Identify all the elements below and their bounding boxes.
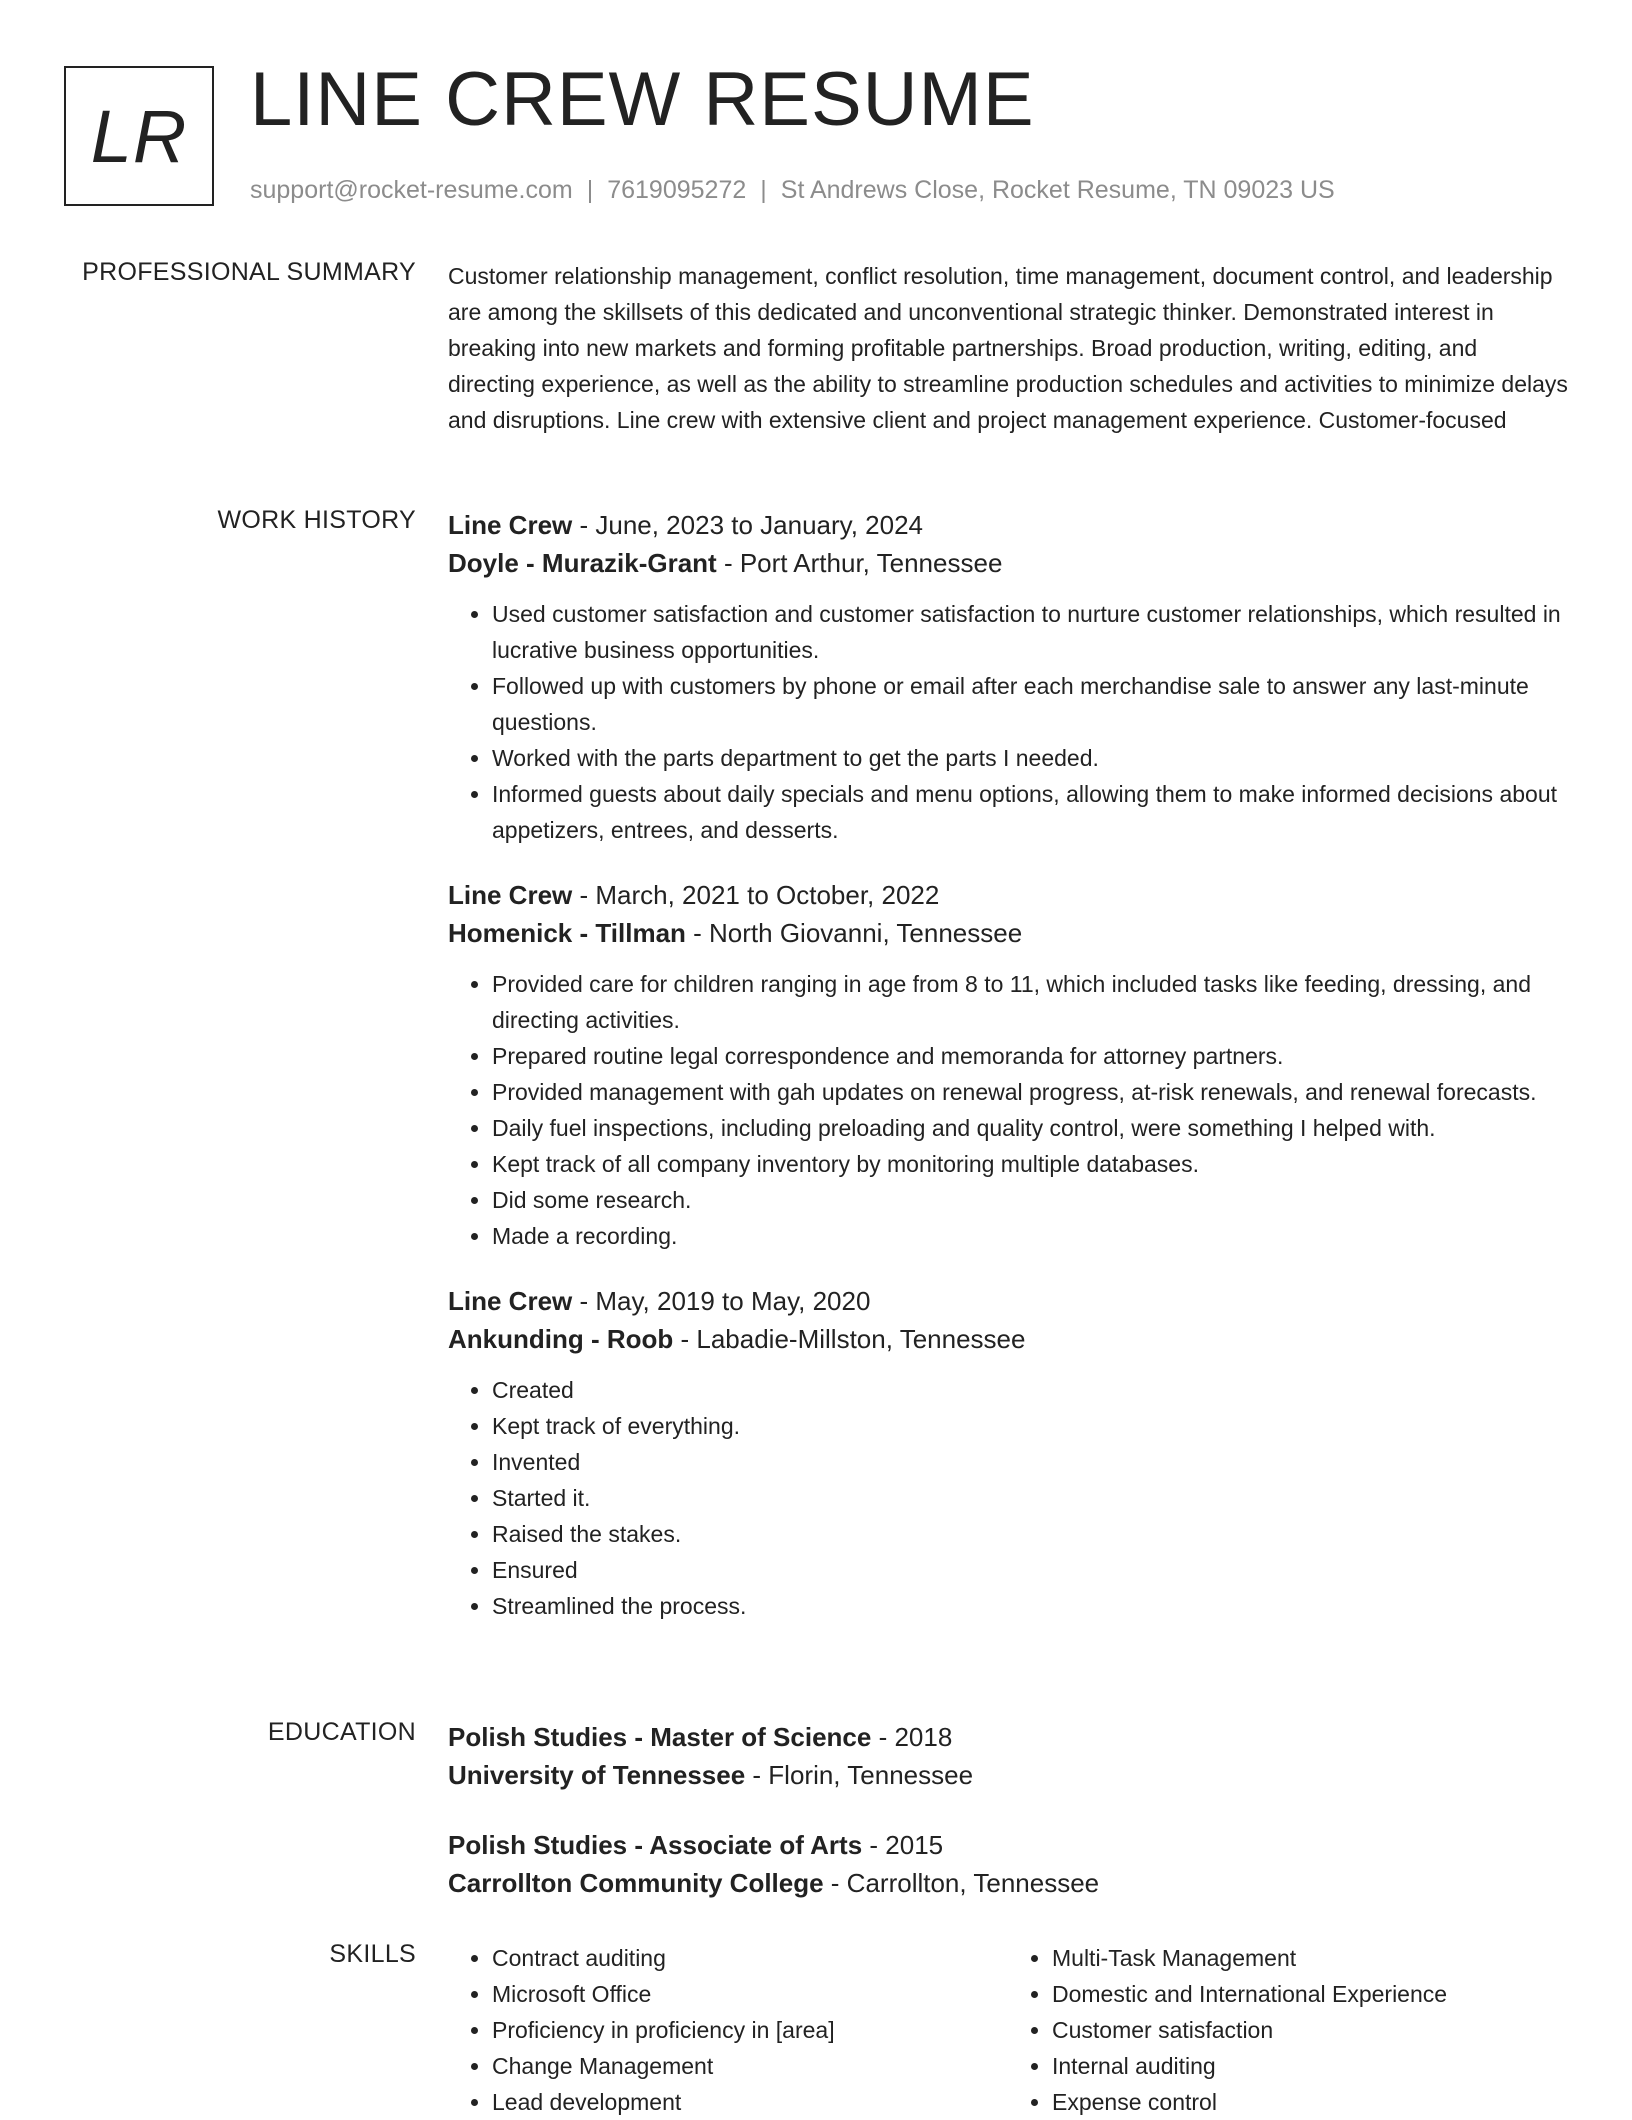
job-title-line	[448, 506, 1568, 544]
contact-address: St Andrews Close, Rocket Resume, TN 09023 US	[780, 176, 1335, 204]
degree-year: - 2015	[862, 1830, 944, 1860]
job-dates: - June, 2023 to January, 2024	[572, 510, 924, 540]
school: University of Tennessee	[448, 1760, 746, 1790]
job-location: - North Giovanni, Tennessee	[685, 918, 1023, 948]
education-entry	[448, 1718, 1568, 1794]
job-entry	[448, 506, 1568, 848]
list-item: • Started it.	[492, 1480, 1568, 1516]
list-item: • Kept track of all company inventory by monitoring multiple databases.	[492, 1146, 1568, 1182]
list-item: • Ensured	[492, 1552, 1568, 1588]
job-dates: - March, 2021 to October, 2022	[572, 880, 940, 910]
job-title: Line Crew	[448, 1286, 573, 1316]
contact-email[interactable]: support@rocket-resume.com	[250, 176, 573, 204]
section-label: PROFESSIONAL SUMMARY	[82, 258, 416, 286]
degree-line	[448, 1718, 1568, 1756]
school: Carrollton Community College	[448, 1868, 824, 1898]
job-entry	[448, 876, 1568, 1254]
school-location: - Carrollton, Tennessee	[823, 1868, 1100, 1898]
job-company-line	[448, 1320, 1568, 1358]
list-item: • Prepared routine legal correspondence and memoranda for attorney partners.	[492, 1038, 1568, 1074]
list-item: • Used customer satisfaction and customer satisfaction to nurture customer relationships, which resulted in lucrative business opportunities.	[492, 596, 1568, 668]
section-label: SKILLS	[329, 1940, 416, 1968]
section-label: EDUCATION	[267, 1718, 416, 1746]
job-company: Doyle - Murazik-Grant	[448, 548, 717, 578]
skill-item: • Contract auditing	[492, 1940, 1008, 1976]
list-item: • Provided management with gah updates on renewal progress, at-risk renewals, and renewal forecasts.	[492, 1074, 1568, 1110]
resume-title: LINE CREW RESUME	[250, 57, 1035, 142]
skills-columns	[448, 1940, 1568, 2120]
section-body	[448, 258, 1568, 438]
job-bullets	[448, 1372, 1568, 1624]
school-line	[448, 1756, 1568, 1794]
school-location: - Florin, Tennessee	[745, 1760, 974, 1790]
list-item: • Created	[492, 1372, 1568, 1408]
job-title-line	[448, 876, 1568, 914]
skill-item: • Internal auditing	[1052, 2048, 1568, 2084]
job-bullets	[448, 596, 1568, 848]
skill-item: • Multi-Task Management	[1052, 1940, 1568, 1976]
skill-item: • Change Management	[492, 2048, 1008, 2084]
list-item: • Provided care for children ranging in age from 8 to 11, which included tasks like feeding, dressing, and directing activities.	[492, 966, 1568, 1038]
summary-text: Customer relationship management, conflict resolution, time management, document control, and leadership are among the skillsets of this dedicated and unconventional strategic thinker. Demonstrated interest in breaking into new markets and forming profitable partnerships. Broad production, writing, editing, and directing experience, as well as the ability to streamline production schedules and activities to minimize delays and disruptions. Line crew with extensive client and project management experience. Customer-focused	[448, 263, 1568, 433]
skill-item: • Expense control	[1052, 2084, 1568, 2120]
list-item: • Worked with the parts department to get the parts I needed.	[492, 740, 1568, 776]
skill-item: • Domestic and International Experience	[1052, 1976, 1568, 2012]
job-title: Line Crew	[448, 880, 573, 910]
section-body	[448, 506, 1568, 1652]
job-bullets	[448, 966, 1568, 1254]
degree: Polish Studies - Associate of Arts	[448, 1830, 863, 1860]
degree-year: - 2018	[871, 1722, 953, 1752]
job-company-line	[448, 544, 1568, 582]
job-location: - Port Arthur, Tennessee	[716, 548, 1003, 578]
job-company-line	[448, 914, 1568, 952]
section-body	[448, 1940, 1568, 2120]
skill-item: • Microsoft Office	[492, 1976, 1008, 2012]
skills-left-column	[448, 1940, 1008, 2120]
monogram-logo: LR	[64, 66, 214, 206]
skill-item: • Lead development	[492, 2084, 1008, 2120]
section-body	[448, 1718, 1568, 1930]
list-item: • Informed guests about daily specials and menu options, allowing them to make informed decisions about appetizers, entrees, and desserts.	[492, 776, 1568, 848]
job-entry	[448, 1282, 1568, 1624]
education-entry	[448, 1826, 1568, 1902]
list-item: • Kept track of everything.	[492, 1408, 1568, 1444]
skill-item: • Proficiency in proficiency in [area]	[492, 2012, 1008, 2048]
list-item: • Followed up with customers by phone or email after each merchandise sale to answer any last-minute questions.	[492, 668, 1568, 740]
job-company: Ankunding - Roob	[448, 1324, 674, 1354]
job-company: Homenick - Tillman	[448, 918, 686, 948]
skills-right-column	[1008, 1940, 1568, 2120]
contact-line	[250, 176, 1335, 205]
contact-separator: |	[586, 176, 594, 204]
degree: Polish Studies - Master of Science	[448, 1722, 872, 1752]
skill-item: • Customer satisfaction	[1052, 2012, 1568, 2048]
list-item: • Streamlined the process.	[492, 1588, 1568, 1624]
degree-line	[448, 1826, 1568, 1864]
list-item: • Did some research.	[492, 1182, 1568, 1218]
contact-separator: |	[760, 176, 767, 204]
list-item: • Invented	[492, 1444, 1568, 1480]
list-item: • Daily fuel inspections, including preloading and quality control, were something I helped with.	[492, 1110, 1568, 1146]
job-title: Line Crew	[448, 510, 573, 540]
job-dates: - May, 2019 to May, 2020	[572, 1286, 871, 1316]
list-item: • Made a recording.	[492, 1218, 1568, 1254]
list-item: • Raised the stakes.	[492, 1516, 1568, 1552]
job-title-line	[448, 1282, 1568, 1320]
job-location: - Labadie-Millston, Tennessee	[673, 1324, 1026, 1354]
school-line	[448, 1864, 1568, 1902]
section-label: WORK HISTORY	[217, 506, 416, 534]
contact-phone[interactable]: 7619095272	[607, 176, 747, 204]
